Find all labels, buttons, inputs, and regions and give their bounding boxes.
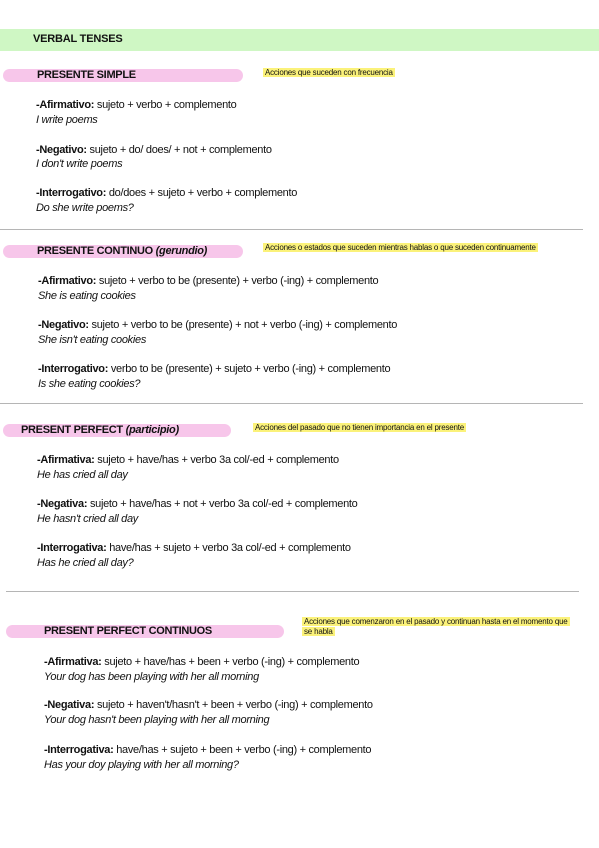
rule-affirmative: -Afirmativa: sujeto + have/has + verbo 3a col/-ed + complemento: [37, 454, 339, 466]
example-negative: Your dog hasn't been playing with her all morning: [44, 714, 270, 726]
section-note: Acciones que comenzaron en el pasado y continuan hasta en el momento que se habla: [304, 617, 568, 636]
section-note: Acciones o estados que suceden mientras hablas o que suceden continuamente: [265, 243, 536, 252]
example-interrogative: Has your doy playing with her all morning?: [44, 759, 239, 771]
rule-negative: -Negativa: sujeto + haven't/hasn't + been + verbo (-ing) + complemento: [44, 699, 373, 711]
divider: [0, 403, 583, 404]
example-affirmative: I write poems: [36, 114, 98, 126]
rule-affirmative: -Afirmativo: sujeto + verbo + complemento: [36, 99, 237, 111]
divider: [0, 229, 583, 230]
rule-interrogative: -Interrogativa: have/has + sujeto + verbo 3a col/-ed + complemento: [37, 542, 351, 554]
rule-interrogative: -Interrogativo: verbo to be (presente) + sujeto + verbo (-ing) + complemento: [38, 363, 391, 375]
rule-negative: -Negativa: sujeto + have/has + not + verbo 3a col/-ed + complemento: [37, 498, 358, 510]
section-heading-presente-simple: PRESENTE SIMPLE: [37, 69, 136, 81]
rule-negative: -Negativo: sujeto + do/ does/ + not + complemento: [36, 144, 272, 156]
divider: [6, 591, 579, 592]
title-bar: [0, 29, 599, 51]
rule-affirmative: -Afirmativo: sujeto + verbo to be (presente) + verbo (-ing) + complemento: [38, 275, 379, 287]
example-interrogative: Is she eating cookies?: [38, 378, 141, 390]
example-interrogative: Has he cried all day?: [37, 557, 134, 569]
section-heading-present-perfect: PRESENT PERFECT (participio): [21, 424, 179, 436]
example-negative: I don't write poems: [36, 158, 123, 170]
example-affirmative: He has cried all day: [37, 469, 128, 481]
rule-affirmative: -Afirmativa: sujeto + have/has + been + verbo (-ing) + complemento: [44, 656, 360, 668]
example-affirmative: She is eating cookies: [38, 290, 136, 302]
example-negative: She isn't eating cookies: [38, 334, 147, 346]
section-heading-present-perfect-continuos: PRESENT PERFECT CONTINUOS: [44, 625, 212, 637]
section-heading-presente-continuo: PRESENTE CONTINUO (gerundio): [37, 245, 208, 257]
rule-interrogative: -Interrogativo: do/does + sujeto + verbo + complemento: [36, 187, 298, 199]
rule-interrogative: -Interrogativa: have/has + sujeto + been + verbo (-ing) + complemento: [44, 744, 372, 756]
example-affirmative: Your dog has been playing with her all morning: [44, 671, 259, 683]
section-note: Acciones que suceden con frecuencia: [265, 68, 393, 77]
rule-negative: -Negativo: sujeto + verbo to be (presente) + not + verbo (-ing) + complemento: [38, 319, 398, 331]
example-interrogative: Do she write poems?: [36, 202, 134, 214]
section-note: Acciones del pasado que no tienen importancia en el presente: [255, 423, 465, 432]
example-negative: He hasn't cried all day: [37, 513, 138, 525]
page-title: VERBAL TENSES: [33, 33, 123, 45]
